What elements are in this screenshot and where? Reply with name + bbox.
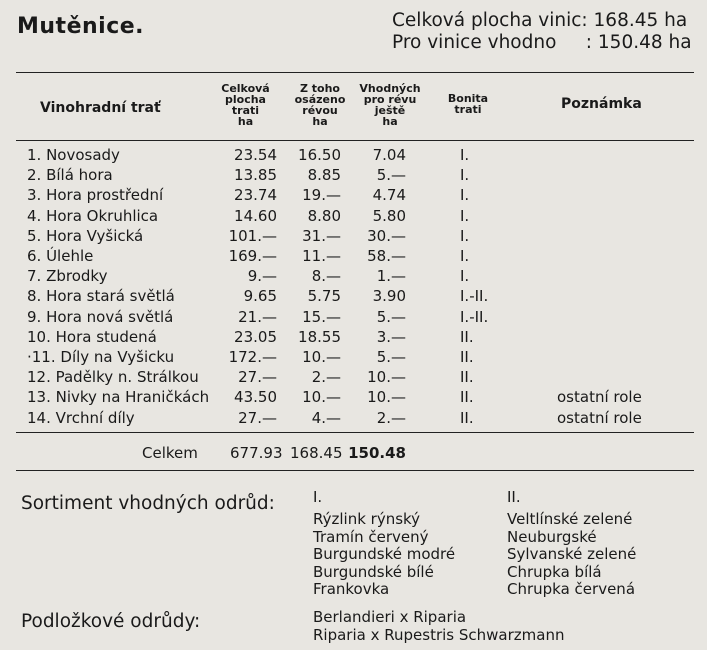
row-name: 8. Hora stará světlá [27,287,175,306]
col-header-planted: Z toho osázeno révou ha [294,82,346,128]
row-name: 2. Bílá hora [27,166,113,185]
row-suitable: 10.— [367,368,406,387]
row-name: 14. Vrchní díly [27,408,135,427]
variety-item: Chrupka bílá [507,562,602,581]
row-planted: 10.— [302,388,341,407]
rootstock-item: Berlandieri x Riparia [313,608,467,626]
page-title: Mutěnice. [17,14,145,39]
variety-item: Veltlínské zelené [507,510,633,528]
row-suitable: 10.— [367,388,406,407]
row-planted: 4.— [311,408,341,427]
row-planted: 18.55 [298,327,341,346]
row-name: 5. Hora Vyšická [27,226,144,245]
total-planted: 168.45 [290,444,343,462]
row-name: 1. Novosady [27,146,120,164]
group1-heading: I. [313,488,323,506]
row-area: 169.— [228,247,277,265]
row-area: 101.— [228,226,277,245]
row-suitable: 4.74 [372,186,406,205]
variety-item: Burgundské bílé [313,562,434,581]
row-name: 9. Hora nová světlá [27,307,174,326]
row-area: 27.— [238,368,277,387]
row-name: 12. Padělky n. Strálkou [27,368,199,387]
variety-item: Burgundské modré [313,545,456,563]
row-area: 172.— [228,348,277,366]
row-bonita: I.-II. [460,287,489,306]
row-area: 27.— [238,408,277,427]
row-suitable: 7.04 [372,146,406,164]
row-name: 7. Zbrodky [27,267,108,286]
row-planted: 15.— [302,307,341,326]
col-header-bonita: Bonita trati [447,92,489,116]
row-area: 9.65 [243,287,277,306]
row-planted: 31.— [302,226,341,245]
variety-item: Sylvanské zelené [507,545,637,563]
row-suitable: 58.— [367,247,406,265]
variety-item: Neuburgské [507,527,597,546]
row-planted: 2.— [311,368,341,387]
table-header-rule [16,140,694,141]
row-suitable: 2.— [376,408,406,427]
row-planted: 8.80 [307,206,341,225]
suitable-area: Pro vinice vhodno : 150.48 ha [392,32,692,53]
row-name: 4. Hora Okruhlica [27,206,159,225]
row-planted: 5.75 [307,287,341,306]
rootstock-item: Riparia x Rupestris Schwarzmann [313,626,565,644]
row-bonita: I. [460,146,470,164]
row-planted: 8.85 [307,166,341,185]
row-suitable: 5.— [376,166,406,185]
row-name: 6. Úlehle [27,247,94,265]
total-area: 677.93 [230,444,283,462]
row-bonita: II. [460,327,474,346]
row-suitable: 5.— [376,307,406,326]
table-total-rule [16,432,694,433]
row-suitable: 5.80 [372,206,406,225]
row-name: 13. Nivky na Hraničkách [27,388,210,407]
row-area: 23.54 [234,146,277,164]
row-note: ostatní role [557,408,642,427]
row-suitable: 30.— [367,226,406,245]
col-header-note: Poznámka [561,96,642,112]
group2-heading: II. [507,488,521,506]
table-bottom-rule [16,470,694,471]
total-suitable: 150.48 [348,444,406,462]
assortment-label: Sortiment vhodných odrůd: [21,493,275,514]
row-suitable: 3.90 [372,287,406,306]
table-top-rule [16,72,694,73]
row-bonita: I. [460,166,470,185]
variety-item: Tramín červený [313,527,429,546]
total-label: Celkem [142,444,198,462]
row-name: ·11. Díly na Vyšicku [27,348,175,366]
row-bonita: I. [460,206,470,225]
col-header-suitable: Vhodných pro révu ještě ha [359,82,421,128]
row-area: 23.05 [234,327,277,346]
row-note: ostatní role [557,388,642,407]
row-area: 9.— [247,267,277,286]
row-bonita: II. [460,348,474,366]
row-suitable: 5.— [376,348,406,366]
row-bonita: I.-II. [460,307,489,326]
row-planted: 8.— [311,267,341,286]
rootstock-label: Podložkové odrůdy: [21,611,201,632]
row-planted: 10.— [302,348,341,366]
row-area: 13.85 [234,166,277,185]
row-bonita: I. [460,186,470,205]
row-bonita: II. [460,368,474,387]
variety-item: Frankovka [313,580,390,598]
col-header-area: Celková plocha trati ha [221,82,270,128]
row-suitable: 1.— [376,267,406,286]
row-bonita: I. [460,267,470,286]
variety-item: Rýzlink rýnský [313,510,421,528]
row-area: 43.50 [234,388,277,407]
total-vineyard-area: Celková plocha vinic: 168.45 ha [392,10,688,31]
row-bonita: II. [460,388,474,407]
row-area: 14.60 [234,206,277,225]
row-bonita: II. [460,408,474,427]
row-name: 10. Hora studená [27,327,157,346]
variety-item: Chrupka červená [507,580,636,598]
row-area: 21.— [238,307,277,326]
row-name: 3. Hora prostřední [27,186,164,205]
row-planted: 16.50 [298,146,341,164]
row-bonita: I. [460,226,470,245]
row-planted: 19.— [302,186,341,205]
row-suitable: 3.— [376,327,406,346]
row-bonita: I. [460,247,470,265]
col-header-name: Vinohradní trať [40,100,161,116]
row-planted: 11.— [302,247,341,265]
row-area: 23.74 [234,186,277,205]
